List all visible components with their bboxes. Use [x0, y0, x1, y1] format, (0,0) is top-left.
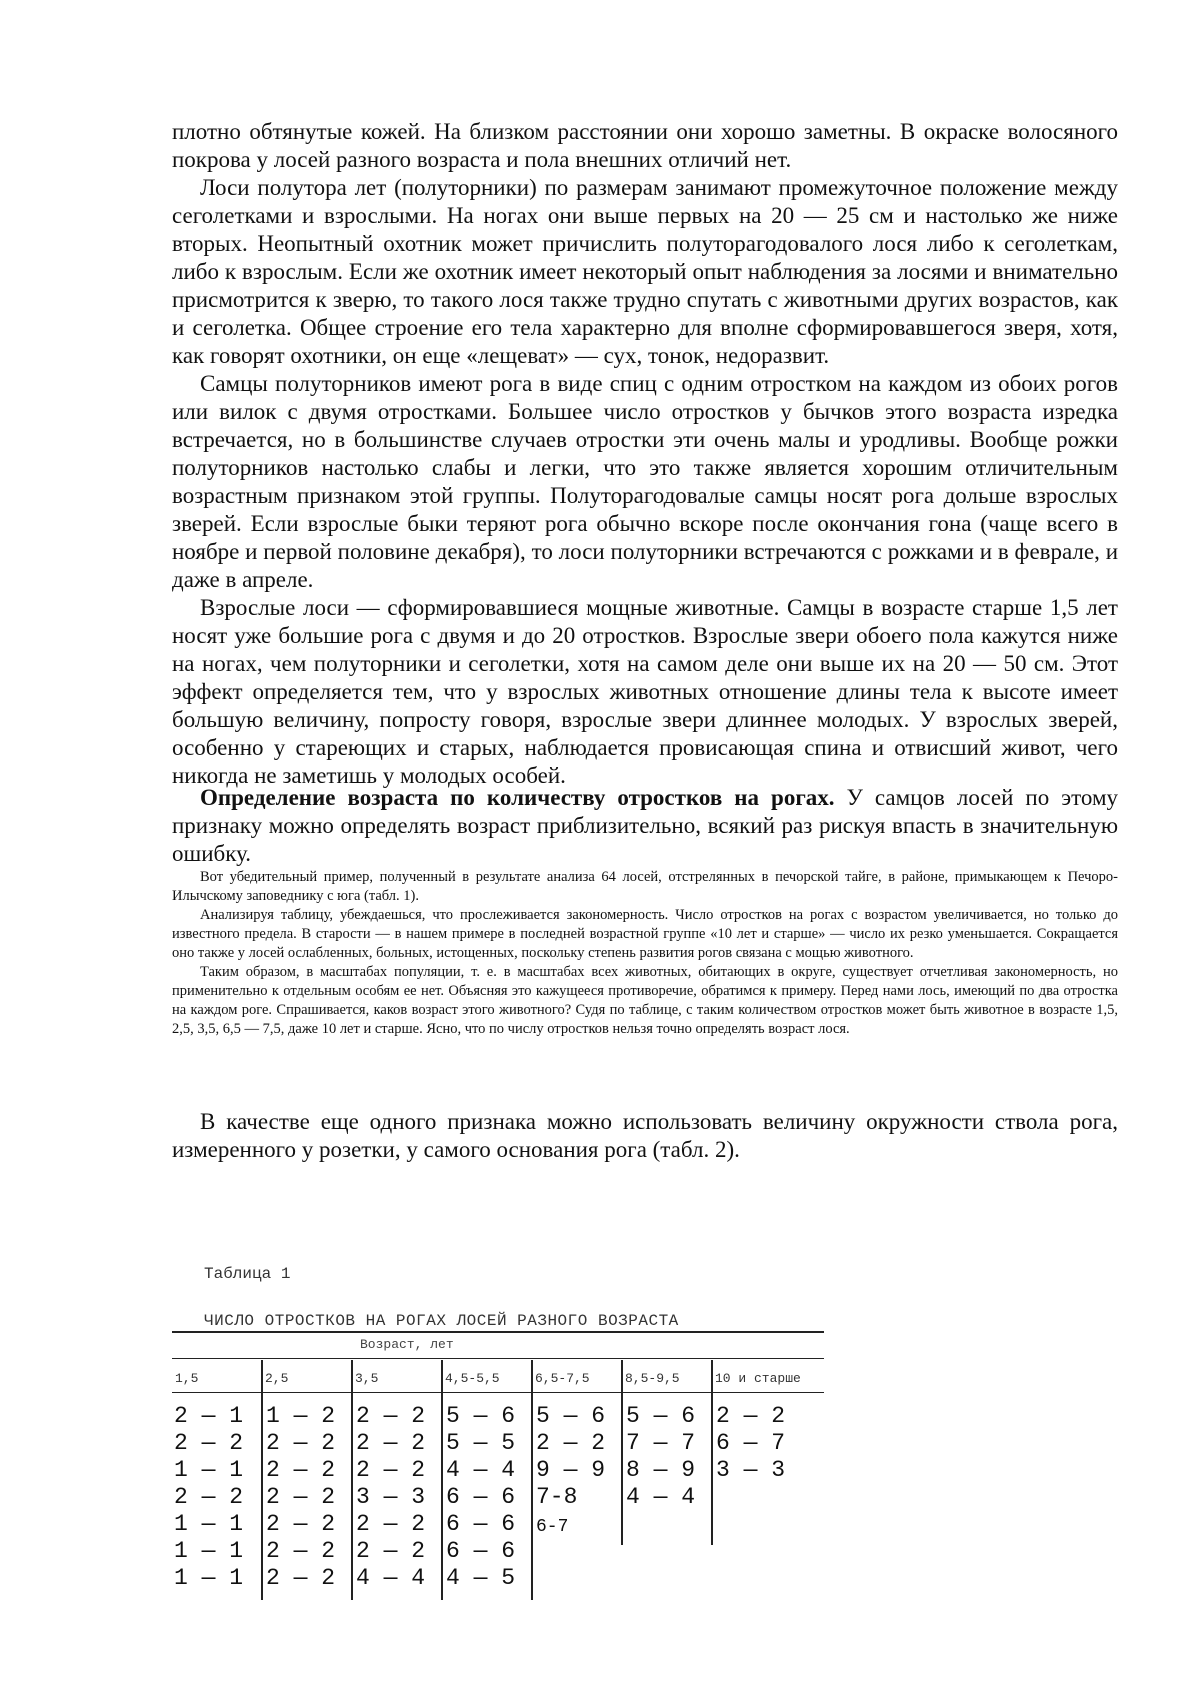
- table-col-head-4: 4,5-5,5: [445, 1371, 500, 1386]
- table-cell: 1 — 2: [266, 1403, 336, 1429]
- table-cell: 6 — 6: [446, 1538, 516, 1564]
- table-cell: 2 — 2: [266, 1430, 336, 1456]
- table-col-head-7: 10 и старше: [715, 1371, 801, 1386]
- table-col-sep: [621, 1360, 623, 1545]
- paragraph-polutorniki: Лоси полутора лет (полуторники) по размерам занимают промежуточное положение между сеголетками и взрослыми. На ногах они выше первых на 20 — 25 см и настолько же ниже вторых. Неопытный охотник может причислить полуторагодовалого лося либо к сеголеткам, либо к взрослым. Если же охотник имеет некоторый опыт наблюдения за лосями и внимательно присмотрится к зверю, то такого лося также трудно спутать с животными других возрастов, как и сеголетка. Общее строение его тела характерно для вполне сформировавшегося зверя, хотя, как говорят охотники, он еще «лещеват» — сух, тонок, недоразвит.: [172, 175, 1118, 368]
- section-heading: Определение возраста по количеству отростков на рогах.: [200, 785, 835, 810]
- table-cell: 2 — 2: [356, 1538, 426, 1564]
- table-col-sep: [351, 1360, 353, 1600]
- table-cell: 1 — 1: [174, 1538, 244, 1564]
- table-cell: 2 — 2: [266, 1511, 336, 1537]
- table-rule-header: [172, 1392, 824, 1393]
- table-cell: 1 — 1: [174, 1565, 244, 1591]
- text-block-bottom: [172, 1108, 1118, 1164]
- table-cell: 3 — 3: [356, 1484, 426, 1510]
- table-age-header: Возраст, лет: [360, 1337, 454, 1352]
- table-cell: 2 — 2: [266, 1484, 336, 1510]
- table-rule-top: [172, 1331, 824, 1333]
- table-cell: 6 — 6: [446, 1511, 516, 1537]
- table-col-head-2: 2,5: [265, 1371, 289, 1386]
- table-cell: 2 — 2: [174, 1484, 244, 1510]
- table-cell: 2 — 2: [356, 1511, 426, 1537]
- table-cell: 5 — 5: [446, 1430, 516, 1456]
- table-label: Таблица 1: [204, 1265, 291, 1283]
- paragraph-vzroslye-losi: Взрослые лоси — сформировавшиеся мощные животные. Самцы в возрасте старше 1,5 лет носят уже большие рога с двумя и до 20 отростков. Взрослые звери обоего пола кажутся ниже на ногах, чем полуторники и сеголетки, хотя на самом деле они выше их на 20 — 50 см. Этот эффект определяется тем, что у взрослых животных отношение длины тела к высоте имеет большую величину, попросту говоря, взрослые звери длиннее молодых. У взрослых зверей, особенно у стареющих и старых, наблюдается провисающая спина и отвисший живот, чего никогда не заметишь у молодых особей.: [172, 595, 1118, 788]
- small-text-block: [172, 868, 1118, 1039]
- table-cell: 6 — 6: [446, 1484, 516, 1510]
- table-cell: 2 — 2: [536, 1430, 606, 1456]
- table-cell: 7 — 7: [626, 1430, 696, 1456]
- table-cell: 2 — 2: [716, 1403, 786, 1429]
- small-paragraph-analysis: Анализируя таблицу, убеждаешься, что прослеживается закономерность. Число отростков на рогах с возрастом увеличивается, но только до известного предела. В старости — в нашем примере в последней возрастной группе «10 лет и старше» — число их резко уменьшается. Сокращается оно также у лосей ослабленных, больных, истощенных, поскольку степень развития рогов связана с мощью животного.: [172, 907, 1118, 961]
- table-cell: 2 — 2: [266, 1457, 336, 1483]
- section-heading-paragraph: [172, 784, 1118, 868]
- table-cell: 6 — 7: [716, 1430, 786, 1456]
- table-col-sep: [711, 1360, 713, 1545]
- table-col-head-5: 6,5-7,5: [535, 1371, 590, 1386]
- table-col-head-6: 8,5-9,5: [625, 1371, 680, 1386]
- table-col-sep: [441, 1360, 443, 1600]
- table-cell: 2 — 2: [356, 1403, 426, 1429]
- table-cell: 5 — 6: [446, 1403, 516, 1429]
- table-col-sep: [531, 1360, 533, 1600]
- table-col-head-3: 3,5: [355, 1371, 379, 1386]
- small-paragraph-conclusion: Таким образом, в масштабах популяции, т. е. в масштабах всех животных, обитающих в округе, существует отчетливая закономерность, но применительно к отдельным особям ее нет. Объясняя это кажущееся противоречие, обратимся к примеру. Перед нами лось, имеющий по два отростка на каждом роге. Спрашивается, каков возраст этого животного? Судя по таблице, с таким количеством отростков может быть животное в возрасте 1,5, 2,5, 3,5, 6,5 — 7,5, даже 10 лет и старше. Ясно, что по числу отростков нельзя точно определять возраст лося.: [172, 964, 1118, 1037]
- paragraph-samtsy-polutornikov: Самцы полуторников имеют рога в виде спиц с одним отростком на каждом из обоих рогов или вилок с двумя отростками. Большее число отростков у бычков этого возраста изредка встречается, но в большинстве случаев отростки эти очень малы и уродливы. Вообще рожки полуторников настолько слабы и легки, что это также является хорошим отличительным возрастным признаком этой группы. Полуторагодовалые самцы носят рога дольше взрослых зверей. Если взрослые быки теряют рога обычно вскоре после окончания гона (чаще всего в ноябре и первой половине декабря), то лоси полуторники встречаются с рожками и в феврале, и даже в апреле.: [172, 371, 1118, 592]
- table-cell: 1 — 1: [174, 1511, 244, 1537]
- table-cell: 4 — 4: [446, 1457, 516, 1483]
- section-heading-text: У самцов лосей по этому признаку можно определять возраст приблизительно, всякий раз рискуя впасть в значительную ошибку.: [172, 785, 1119, 866]
- table-cell: 8 — 9: [626, 1457, 696, 1483]
- table-cell: 2 — 2: [356, 1457, 426, 1483]
- table-col-sep: [261, 1360, 263, 1600]
- paragraph-continuation: плотно обтянутые кожей. На близком расстоянии они хорошо заметны. В окраске волосяного покрова у лосей разного возраста и пола внешних отличий нет.: [172, 119, 1118, 172]
- paragraph-circumference: В качестве еще одного признака можно использовать величину окружности ствола рога, измеренного у розетки, у самого основания рога (табл. 2).: [172, 1109, 1118, 1162]
- table-cell: 2 — 2: [174, 1430, 244, 1456]
- table-cell: 5 — 6: [536, 1403, 606, 1429]
- table-cell: 9 — 9: [536, 1457, 606, 1483]
- table-cell: 4 — 4: [626, 1484, 696, 1510]
- table-cell: 4 — 5: [446, 1565, 516, 1591]
- table-cell: 2 — 2: [356, 1430, 426, 1456]
- table-cell: 1 — 1: [174, 1457, 244, 1483]
- table-cell: 2 — 1: [174, 1403, 244, 1429]
- text-block-top: [172, 118, 1118, 790]
- table-cell: 2 — 2: [266, 1538, 336, 1564]
- table-cell: 6-7: [536, 1517, 569, 1537]
- table-title: ЧИСЛО ОТРОСТКОВ НА РОГАХ ЛОСЕЙ РАЗНОГО ВОЗРАСТА: [204, 1312, 679, 1330]
- table-col-head-1: 1,5: [175, 1371, 199, 1386]
- small-paragraph-example: Вот убедительный пример, полученный в результате анализа 64 лосей, отстрелянных в печорской тайге, в районе, примыкающем к Печоро-Илычскому заповеднику с юга (табл. 1).: [172, 869, 1118, 904]
- table-cell: 7-8: [536, 1484, 578, 1510]
- table-cell: 2 — 2: [266, 1565, 336, 1591]
- table-rule-age: [172, 1358, 824, 1359]
- table-cell: 3 — 3: [716, 1457, 786, 1483]
- table-cell: 5 — 6: [626, 1403, 696, 1429]
- table-cell: 4 — 4: [356, 1565, 426, 1591]
